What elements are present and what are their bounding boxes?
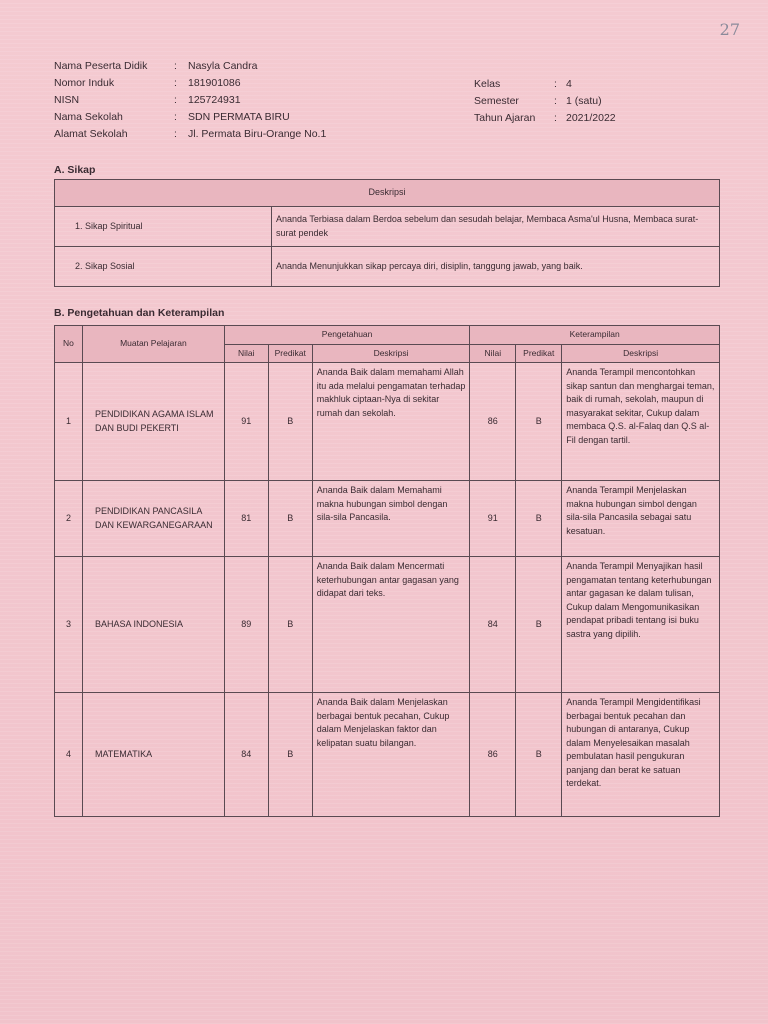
row-p-nilai: 84 (224, 693, 268, 817)
row-k-nilai: 86 (470, 693, 516, 817)
sikap-header-row (55, 180, 720, 207)
info-label: Nomor Induk (54, 77, 115, 89)
info-row-address (54, 126, 326, 143)
row-p-desc: Ananda Baik dalam Menjelaskan berbagai bentuk pecahan, Cukup dalam Menjelaskan faktor dan kelipatan suatu bilangan. (312, 693, 470, 817)
info-label: Tahun Ajaran (474, 112, 536, 124)
header-p-nilai: Nilai (224, 344, 268, 363)
info-value-kelas: 4 (566, 78, 572, 90)
info-label: Nama Sekolah (54, 111, 123, 123)
row-p-predikat: B (268, 693, 312, 817)
student-info (54, 58, 326, 143)
row-k-desc: Ananda Terampil mencontohkan sikap santun dan menghargai teman, baik di rumah, sekolah, maupun di masyarakat sekitar, Cukup dalam membaca Q.S. al-Falaq dan Q.S al-Fil dengan tartil. (562, 363, 720, 481)
sikap-aspect: 2. Sikap Sosial (55, 247, 272, 287)
info-row-nomor-induk (54, 75, 326, 92)
info-row-kelas (474, 76, 616, 93)
header-p-predikat: Predikat (268, 344, 312, 363)
info-value-semester: 1 (satu) (566, 95, 602, 107)
row-k-predikat: B (516, 481, 562, 557)
grades-header-row-1 (55, 326, 720, 345)
info-row-semester (474, 93, 616, 110)
row-no: 2 (55, 481, 83, 557)
info-label: NISN (54, 94, 80, 106)
row-k-nilai: 91 (470, 481, 516, 557)
sikap-row-spiritual (55, 207, 720, 247)
info-label: Nama Peserta Didik (54, 60, 148, 72)
row-k-predikat: B (516, 693, 562, 817)
info-row-school (54, 109, 326, 126)
row-p-predikat: B (268, 363, 312, 481)
row-mapel: PENDIDIKAN AGAMA ISLAM DAN BUDI PEKERTI (82, 363, 224, 481)
info-value-tahun-ajaran: 2021/2022 (566, 112, 616, 124)
sikap-header-deskripsi: Deskripsi (55, 180, 720, 207)
sikap-description: Ananda Terbiasa dalam Berdoa sebelum dan sesudah belajar, Membaca Asma'ul Husna, Membaca surat-surat pendek (272, 207, 720, 247)
info-colon: : (554, 112, 557, 124)
info-value-name: Nasyla Candra (188, 60, 258, 72)
grades-row (55, 481, 720, 557)
header-no: No (55, 326, 83, 363)
info-colon: : (174, 111, 177, 123)
info-colon: : (174, 77, 177, 89)
info-colon: : (554, 95, 557, 107)
info-value-address: Jl. Permata Biru-Orange No.1 (188, 128, 327, 140)
grades-row (55, 363, 720, 481)
info-row-nisn (54, 92, 326, 109)
grades-row (55, 557, 720, 693)
row-k-desc: Ananda Terampil Menjelaskan makna hubungan simbol dengan sila-sila Pancasila sebagai satu kesatuan. (562, 481, 720, 557)
header-pengetahuan: Pengetahuan (224, 326, 470, 345)
row-no: 3 (55, 557, 83, 693)
row-p-nilai: 91 (224, 363, 268, 481)
section-title-pengetahuan: B. Pengetahuan dan Keterampilan (54, 307, 225, 319)
sikap-aspect: 1. Sikap Spiritual (55, 207, 272, 247)
info-value-nisn: 125724931 (188, 94, 241, 106)
info-label: Alamat Sekolah (54, 128, 128, 140)
row-p-desc: Ananda Baik dalam Mencermati keterhubungan antar gagasan yang didapat dari teks. (312, 557, 470, 693)
header-k-nilai: Nilai (470, 344, 516, 363)
header-p-deskripsi: Deskripsi (312, 344, 470, 363)
row-no: 1 (55, 363, 83, 481)
sikap-row-sosial (55, 247, 720, 287)
row-k-nilai: 84 (470, 557, 516, 693)
header-k-predikat: Predikat (516, 344, 562, 363)
sikap-table (54, 179, 720, 287)
info-colon: : (174, 128, 177, 140)
info-colon: : (174, 60, 177, 72)
grades-row (55, 693, 720, 817)
row-k-desc: Ananda Terampil Menyajikan hasil pengamatan tentang keterhubungan antar gagasan ke dalam tulisan, Cukup dalam Mengomunikasikan pendapat pribadi tentang isi buku sastra yang dipilih. (562, 557, 720, 693)
row-p-nilai: 89 (224, 557, 268, 693)
row-no: 4 (55, 693, 83, 817)
info-colon: : (554, 78, 557, 90)
info-value-school: SDN PERMATA BIRU (188, 111, 290, 123)
section-title-sikap: A. Sikap (54, 164, 96, 176)
row-p-desc: Ananda Baik dalam Memahami makna hubungan simbol dengan sila-sila Pancasila. (312, 481, 470, 557)
info-label: Semester (474, 95, 519, 107)
info-row-name (54, 58, 326, 75)
info-value-nomor-induk: 181901086 (188, 77, 241, 89)
sikap-description: Ananda Menunjukkan sikap percaya diri, disiplin, tanggung jawab, yang baik. (272, 247, 720, 287)
row-p-predikat: B (268, 481, 312, 557)
row-p-nilai: 81 (224, 481, 268, 557)
row-k-desc: Ananda Terampil Mengidentifikasi berbagai bentuk pecahan dan hubungan di antaranya, Cukup dalam Menyelesaikan masalah pembulatan hasil pengukuran panjang dan berat ke satuan terdekat. (562, 693, 720, 817)
page-number: 27 (719, 20, 740, 39)
info-row-tahun-ajaran (474, 110, 616, 127)
row-k-predikat: B (516, 363, 562, 481)
header-k-deskripsi: Deskripsi (562, 344, 720, 363)
row-p-predikat: B (268, 557, 312, 693)
row-p-desc: Ananda Baik dalam memahami Allah itu ada melalui pengamatan terhadap makhluk ciptaan-Nya di sekitar rumah dan sekolah. (312, 363, 470, 481)
header-keterampilan: Keterampilan (470, 326, 720, 345)
row-k-nilai: 86 (470, 363, 516, 481)
row-mapel: BAHASA INDONESIA (82, 557, 224, 693)
class-info (474, 76, 616, 127)
info-label: Kelas (474, 78, 501, 90)
row-mapel: MATEMATIKA (82, 693, 224, 817)
info-colon: : (174, 94, 177, 106)
row-mapel: PENDIDIKAN PANCASILA DAN KEWARGANEGARAAN (82, 481, 224, 557)
row-k-predikat: B (516, 557, 562, 693)
grades-table (54, 325, 720, 817)
header-mapel: Muatan Pelajaran (82, 326, 224, 363)
